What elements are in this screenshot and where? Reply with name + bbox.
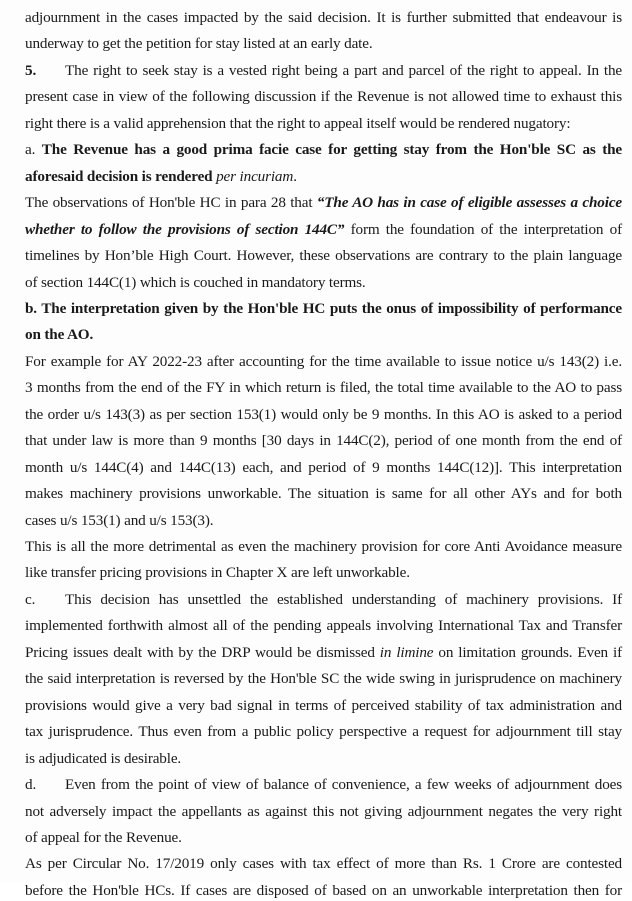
text-segment: 3 months from the end of the FY in which return is filed, the total time available to the AO to pass	[25, 379, 622, 397]
text-segment: implemented forthwith almost all of the pending appeals involving International Tax and Transfer	[25, 617, 622, 635]
text-segment: right there is a valid apprehension that the right to appeal itself would be rendered nugatory:	[25, 114, 571, 132]
text-line	[25, 458, 622, 478]
text-segment: Even from the point of view of balance of convenience, a few weeks of adjournment does	[65, 776, 622, 794]
text-segment: on limitation grounds. Even if	[433, 643, 622, 661]
text-line	[25, 167, 622, 187]
text-segment: makes machinery provisions unworkable. The situation is same for all other AYs and for both	[25, 485, 622, 503]
text-line	[25, 537, 622, 557]
text-line	[25, 669, 622, 689]
text-segment: tax jurisprudence. Thus even from a public policy perspective a request for adjournment till stay	[25, 723, 622, 741]
text-line	[25, 511, 622, 531]
text-segment: adjournment in the cases impacted by the said decision. It is further submitted that endeavour is	[25, 9, 622, 26]
text-line	[25, 34, 622, 54]
text-line	[25, 484, 622, 504]
text-line	[25, 193, 622, 213]
text-segment: The observations of Hon'ble HC in para 28 that	[25, 194, 317, 212]
text-line	[25, 775, 622, 795]
text-segment: This decision has unsettled the established understanding of machinery provisions. If	[65, 590, 622, 608]
text-segment: not adversely impact the appellants as against this not giving adjournment negates the very right	[25, 802, 622, 820]
text-line	[25, 61, 622, 81]
text-segment: the order u/s 143(3) as per section 153(1) would only be 9 months. In this AO is asked to a period	[25, 405, 622, 423]
text-segment: a.	[25, 141, 42, 159]
text-line	[25, 616, 622, 636]
text-segment: The Revenue has a good prima facie case for getting stay from the Hon'ble SC as the	[41, 141, 622, 159]
text-segment: provisions would give a very bad signal in terms of perceived stability of tax administration and	[25, 696, 622, 714]
text-line	[25, 590, 622, 610]
text-line	[25, 378, 622, 398]
text-segment: b. The interpretation given by the Hon'ble HC puts the onus of impossibility of performance	[25, 299, 622, 317]
text-line	[25, 643, 622, 663]
paragraph-marker: d.	[25, 776, 37, 794]
paragraph-marker: 5.	[25, 61, 37, 79]
text-line	[25, 8, 622, 28]
text-segment: in limine	[379, 643, 434, 661]
text-line	[25, 881, 622, 901]
text-line	[25, 722, 622, 742]
text-segment: of appeal for the Revenue.	[25, 828, 182, 846]
text-line	[25, 220, 622, 240]
text-line	[25, 828, 622, 848]
text-segment: that under law is more than 9 months [30 days in 144C(2), period of one month from the end of	[25, 432, 622, 450]
text-segment: of section 144C(1) which is couched in mandatory terms.	[25, 273, 366, 291]
text-segment: timelines by Hon’ble High Court. However, these observations are contrary to the plain language	[25, 247, 622, 265]
text-line	[25, 87, 622, 107]
text-segment: For example for AY 2022-23 after accounting for the time available to issue notice u/s 143(2) i.e.	[25, 352, 622, 370]
text-segment: form the foundation of the interpretation of	[344, 220, 622, 238]
text-segment: The right to seek stay is a vested right being a part and parcel of the right to appeal. In the	[65, 61, 622, 79]
text-line	[25, 431, 622, 451]
text-line	[25, 114, 622, 134]
text-segment: Pricing issues dealt with by the DRP would be dismissed	[25, 643, 380, 661]
text-segment: the said interpretation is reversed by the Hon'ble SC the wide swing in jurisprudence on machinery	[25, 670, 622, 688]
text-segment: is adjudicated is desirable.	[25, 749, 182, 767]
text-line	[25, 563, 622, 583]
text-segment: whether to follow the provisions of section 144C”	[25, 220, 345, 238]
text-segment: underway to get the petition for stay listed at an early date.	[25, 35, 373, 53]
text-line	[25, 749, 622, 769]
text-segment: “The AO has in case of eligible assesses a choice	[316, 194, 622, 212]
text-segment: As per Circular No. 17/2019 only cases with tax effect of more than Rs. 1 Crore are contested	[25, 855, 622, 873]
text-segment: cases u/s 153(1) and u/s 153(3).	[25, 511, 214, 529]
text-line	[25, 140, 622, 160]
text-segment: on the AO.	[25, 326, 94, 344]
text-segment: month u/s 144C(4) and 144C(13) each, and period of 9 months 144C(12)]. This interpretation	[25, 458, 622, 476]
text-line	[25, 325, 622, 345]
text-segment: per incuriam	[216, 167, 294, 185]
text-segment: like transfer pricing provisions in Chapter X are left unworkable.	[25, 564, 410, 582]
text-segment: before the Hon'ble HCs. If cases are disposed of based on an unworkable interpretation then for	[25, 881, 622, 899]
text-line	[25, 299, 622, 319]
text-line	[25, 854, 622, 874]
text-line	[25, 405, 622, 425]
text-segment: This is all the more detrimental as even the machinery provision for core Anti Avoidance measure	[25, 538, 622, 555]
text-line	[25, 696, 622, 716]
text-line	[25, 273, 622, 293]
text-line	[25, 802, 622, 822]
text-line	[25, 352, 622, 372]
text-segment: .	[293, 167, 297, 185]
paragraph-marker: c.	[25, 590, 36, 608]
text-line	[25, 246, 622, 266]
text-segment: present case in view of the following discussion if the Revenue is not allowed time to exhaust this	[25, 88, 622, 106]
text-segment: aforesaid decision is rendered	[25, 167, 217, 185]
